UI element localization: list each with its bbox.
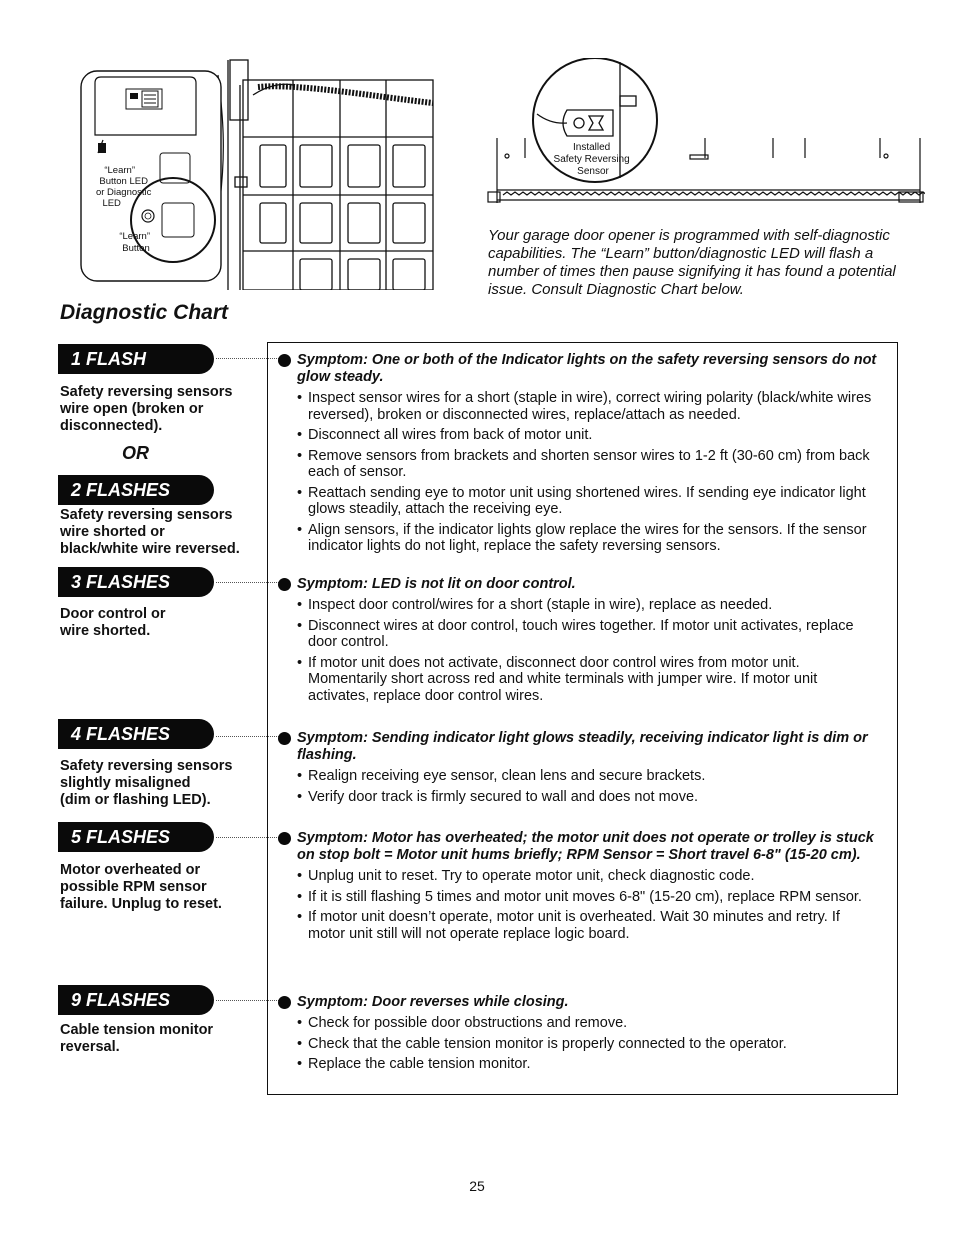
badge-1-flash: 1 FLASH <box>58 344 214 374</box>
symptom-block-3 <box>278 576 878 708</box>
remedy-item: • Reattach sending eye to motor unit using shortened wires. If sending eye indicator light glows steadily, attach the receiving eye. <box>297 485 878 518</box>
remedy-item: • If motor unit doesn’t operate, motor unit is overheated. Wait 30 minutes and retry. If motor unit still will not operate replace logic board. <box>297 909 878 942</box>
sensor-label-l1: Installed <box>572 142 611 153</box>
remedy-item: • Disconnect all wires from back of motor unit. <box>297 427 878 444</box>
remedy-item: • Inspect door control/wires for a short (staple in wire), replace as needed. <box>297 597 878 614</box>
remedy-item: • Verify door track is firmly secured to wall and does not move. <box>297 789 878 806</box>
symptom-block-4 <box>278 730 878 809</box>
cause-9-flashes: Cable tension monitor reversal. <box>60 1022 214 1055</box>
remedy-item: • Disconnect wires at door control, touch wires together. If motor unit activates, replace door control. <box>297 618 878 651</box>
remedy-item: • If it is still flashing 5 times and motor unit moves 6-8" (15-20 cm), replace RPM sensor. <box>297 889 878 906</box>
page-number: 25 <box>469 1178 485 1194</box>
symptom-block-1 <box>278 352 878 559</box>
remedy-list <box>278 868 878 942</box>
remedy-item: • If motor unit does not activate, disconnect door control wires from motor unit. Momentarily short across red and white terminals with jumper wire. If motor unit activates, replace door control wires. <box>297 655 878 705</box>
sensor-label-l3: Sensor <box>577 166 609 177</box>
remedy-item: • Remove sensors from brackets and shorten sensor wires to 1-2 ft (30-60 cm) from back each of sensor. <box>297 448 878 481</box>
learn-led-label-l4: LED <box>102 198 121 209</box>
symptom-block-5 <box>278 830 878 946</box>
learn-led-label-l1: “Learn” <box>104 165 135 176</box>
cause-2-flashes: Safety reversing sensors wire shorted or black/white wire reversed. <box>60 507 240 557</box>
remedy-item: • Check for possible door obstructions and remove. <box>297 1015 878 1032</box>
remedy-list <box>278 597 878 704</box>
learn-led-label-l3: or Diagnostic <box>95 187 152 198</box>
remedy-item: • Inspect sensor wires for a short (staple in wire), correct wiring polarity (black/white wires reversed), broken or disconnected wires, replace/attach as needed. <box>297 390 878 423</box>
sensor-label-l2: Safety Reversing <box>553 154 630 165</box>
symptom-heading: Symptom: Door reverses while closing. <box>278 994 878 1011</box>
badge-3-flashes: 3 FLASHES <box>58 567 214 597</box>
badge-9-flashes: 9 FLASHES <box>58 985 214 1015</box>
intro-text: Your garage door opener is programmed with self-diagnostic capabilities. The “Learn” button/diagnostic LED will flash a number of times then pause signifying it has found a potential issue. Consult Diagnostic Chart below. <box>488 227 896 298</box>
learn-button-label-l1: “Learn” <box>119 231 150 242</box>
or-label: OR <box>122 443 149 463</box>
badge-4-flashes: 4 FLASHES <box>58 719 214 749</box>
remedy-list <box>278 768 878 805</box>
cause-5-flashes: Motor overheated or possible RPM sensor failure. Unplug to reset. <box>60 862 222 912</box>
remedy-item: • Realign receiving eye sensor, clean lens and secure brackets. <box>297 768 878 785</box>
remedy-item: • Align sensors, if the indicator lights glow replace the wires for the sensors. If the sensor indicator lights do not light, replace the safety reversing sensors. <box>297 522 878 555</box>
remedy-list <box>278 1015 878 1073</box>
remedy-item: • Check that the cable tension monitor is properly connected to the operator. <box>297 1036 878 1053</box>
opener-illustration <box>78 55 438 290</box>
badge-5-flashes: 5 FLASHES <box>58 822 214 852</box>
sensor-illustration <box>485 58 925 218</box>
cause-1-flash: Safety reversing sensors wire open (broken or disconnected). <box>60 384 233 434</box>
symptom-heading: Symptom: One or both of the Indicator lights on the safety reversing sensors do not glow steady. <box>278 352 878 386</box>
cause-4-flashes: Safety reversing sensors slightly misaligned (dim or flashing LED). <box>60 758 233 808</box>
symptom-heading: Symptom: Sending indicator light glows steadily, receiving indicator light is dim or flashing. <box>278 730 878 764</box>
symptom-block-9 <box>278 994 878 1077</box>
learn-button-label-l2: Button <box>122 243 150 254</box>
symptom-heading: Symptom: Motor has overheated; the motor unit does not operate or trolley is stuck on stop bolt = Motor unit hums briefly; RPM Sensor = Short travel 6-8" (15-20 cm). <box>278 830 878 864</box>
remedy-item: • Replace the cable tension monitor. <box>297 1056 878 1073</box>
learn-led-label-l2: Button LED <box>99 176 148 187</box>
badge-2-flashes: 2 FLASHES <box>58 475 214 505</box>
chart-title: Diagnostic Chart <box>60 301 229 324</box>
cause-3-flashes: Door control or wire shorted. <box>60 606 166 639</box>
remedy-list <box>278 390 878 555</box>
remedy-item: • Unplug unit to reset. Try to operate motor unit, check diagnostic code. <box>297 868 878 885</box>
symptom-heading: Symptom: LED is not lit on door control. <box>278 576 878 593</box>
